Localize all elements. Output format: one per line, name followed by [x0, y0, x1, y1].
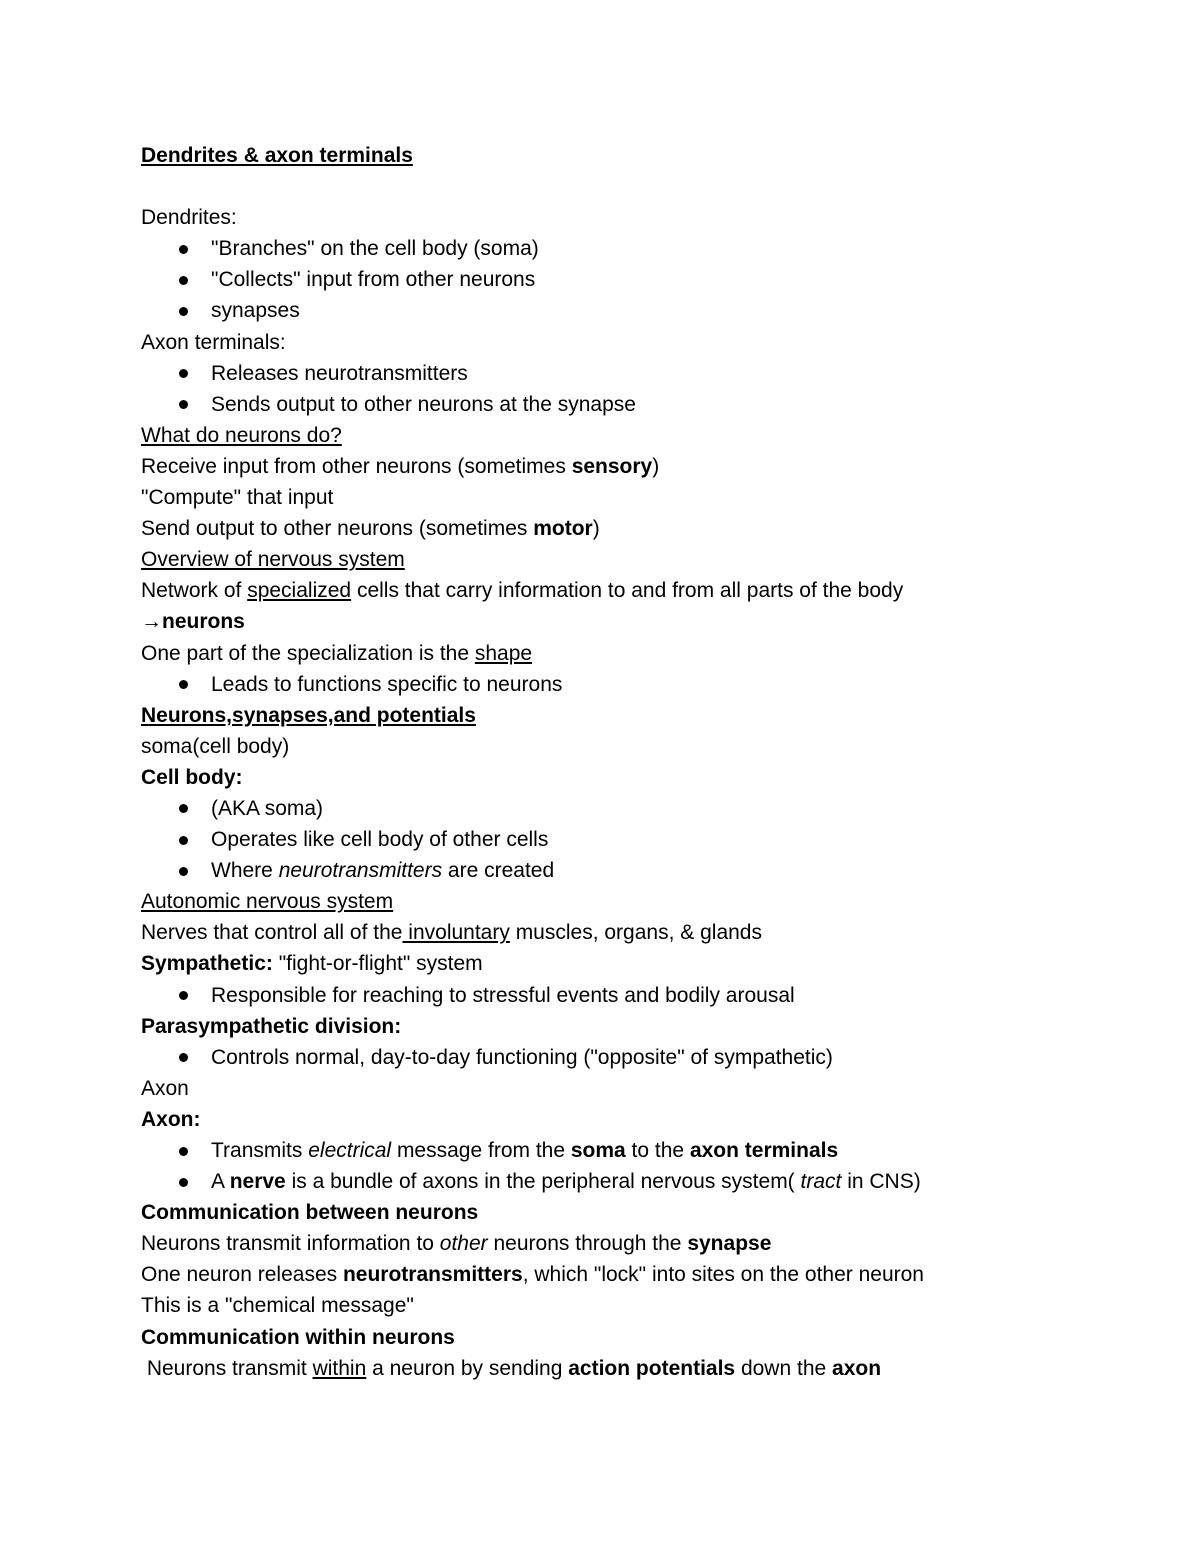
- bold-term: nerve: [229, 1170, 286, 1194]
- text-run: ): [592, 517, 600, 541]
- section-heading-what-neurons-do: What do neurons do?: [141, 423, 342, 447]
- right-arrow-icon: →: [141, 610, 162, 634]
- nerves-line: [141, 917, 1141, 948]
- list-item: [141, 233, 1141, 264]
- section-heading-comm-between: Communication between neurons: [141, 1201, 479, 1225]
- text-run: Receive input from other neurons (sometimes: [141, 454, 572, 478]
- italic-term: electrical: [308, 1139, 392, 1162]
- bold-term: action potentials: [568, 1356, 736, 1380]
- shape-line: [141, 638, 1141, 669]
- text-run: neurons through the: [487, 1232, 688, 1256]
- bullet-icon: [179, 400, 188, 409]
- list-item-text: synapses: [211, 299, 300, 323]
- transmit-line: [141, 1228, 1141, 1259]
- list-item: [141, 389, 1141, 420]
- text-run: ): [652, 454, 660, 478]
- bold-term: neurotransmitters: [342, 1263, 523, 1287]
- underlined-term: shape: [474, 641, 533, 665]
- section-heading-overview: Overview of nervous system: [141, 548, 405, 572]
- list-item: [141, 358, 1141, 389]
- bullet-icon: [179, 307, 188, 316]
- bullet-icon: [179, 836, 188, 845]
- releases-line: [141, 1259, 1141, 1290]
- list-item-text: Leads to functions specific to neurons: [211, 672, 563, 696]
- network-line: [141, 575, 1141, 606]
- dendrites-label: Dendrites:: [141, 206, 237, 230]
- text-run: Transmits: [211, 1139, 309, 1162]
- list-item-text: "Collects" input from other neurons: [211, 268, 536, 292]
- list-item-text: Sends output to other neurons at the synapse: [211, 392, 636, 416]
- list-item: [141, 295, 1141, 326]
- text-run: in CNS): [841, 1170, 921, 1194]
- within-transmit-line: [141, 1353, 1141, 1384]
- compute-line: "Compute" that input: [141, 486, 334, 510]
- bold-term: sensory: [571, 454, 653, 478]
- list-item-text: (AKA soma): [211, 796, 324, 820]
- text-run: Neurons transmit: [141, 1356, 313, 1380]
- neurons-arrow-line: [141, 606, 1141, 637]
- list-item: [141, 1166, 1141, 1197]
- text-run: One neuron releases: [141, 1263, 343, 1287]
- italic-term: other: [439, 1232, 488, 1256]
- text-run: muscles, organs, & glands: [509, 921, 762, 945]
- bold-term: synapse: [687, 1232, 772, 1256]
- bold-term: Sympathetic:: [141, 952, 273, 976]
- bold-term: axon terminals: [689, 1139, 839, 1162]
- list-item: [141, 855, 1141, 886]
- section-heading-comm-within: Communication within neurons: [141, 1325, 455, 1349]
- bold-term: neurons: [162, 610, 245, 634]
- bullet-icon: [179, 276, 188, 285]
- bullet-icon: [179, 1053, 188, 1062]
- text-run: Neurons transmit information to: [141, 1232, 440, 1256]
- axon-label: Axon:: [141, 1107, 201, 1131]
- text-run: One part of the specialization is the: [141, 641, 475, 665]
- text-run: "fight-or-flight" system: [272, 952, 483, 976]
- list-item-text: Controls normal, day-to-day functioning ("opposite" of sympathetic): [211, 1045, 833, 1069]
- text-run: , which "lock" into sites on the other neuron: [522, 1263, 924, 1287]
- bullet-icon: [179, 1147, 188, 1156]
- list-item-text: Releases neurotransmitters: [211, 361, 468, 385]
- blank-line: [141, 171, 1141, 202]
- document-body: [141, 140, 1141, 1384]
- bullet-icon: [179, 991, 188, 1000]
- list-item: [141, 1135, 1141, 1166]
- axon-terminals-label: Axon terminals:: [141, 330, 286, 354]
- text-run: Send output to other neurons (sometimes: [141, 517, 534, 541]
- text-run: to the: [625, 1139, 690, 1162]
- bullet-icon: [179, 867, 188, 876]
- cell-body-label: Cell body:: [141, 765, 243, 789]
- soma-line: soma(cell body): [141, 734, 290, 758]
- bullet-icon: [179, 245, 188, 254]
- text-run: Network of: [141, 579, 248, 603]
- italic-term: tract: [800, 1170, 842, 1194]
- list-item: [141, 264, 1141, 295]
- text-run: is a bundle of axons in the peripheral nervous system(: [285, 1170, 801, 1194]
- text-run: cells that carry information to and from all parts of the body: [351, 579, 904, 603]
- bold-term: axon: [832, 1356, 882, 1380]
- section-heading-autonomic: Autonomic nervous system: [141, 890, 394, 914]
- page-title: Dendrites & axon terminals: [141, 144, 413, 167]
- text-run: Nerves that control all of the: [141, 921, 403, 945]
- axon-heading: Axon: [141, 1076, 189, 1100]
- text-run: Where: [211, 859, 279, 883]
- bold-term: motor: [533, 517, 593, 541]
- send-output-line: [141, 513, 1141, 544]
- text-run: a neuron by sending: [366, 1356, 569, 1380]
- list-item: [141, 669, 1141, 700]
- text-run: message from the: [391, 1139, 571, 1162]
- text-run: are created: [442, 859, 555, 883]
- parasympathetic-label: Parasympathetic division:: [141, 1014, 402, 1038]
- bullet-icon: [179, 369, 188, 378]
- text-run: down the: [735, 1356, 833, 1380]
- underlined-term: within: [312, 1356, 367, 1380]
- section-heading-neurons-synapses: Neurons,synapses,and potentials: [141, 703, 476, 727]
- list-item-text: Responsible for reaching to stressful events and bodily arousal: [211, 983, 795, 1007]
- bold-term: soma: [570, 1139, 626, 1162]
- list-item: [141, 824, 1141, 855]
- underlined-term: involuntary: [402, 921, 510, 945]
- italic-term: neurotransmitters: [278, 859, 443, 883]
- list-item-text: Operates like cell body of other cells: [211, 828, 549, 852]
- bullet-icon: [179, 1178, 188, 1187]
- list-item: [141, 980, 1141, 1011]
- list-item: [141, 793, 1141, 824]
- bullet-icon: [179, 804, 188, 813]
- chemical-message-line: This is a "chemical message": [141, 1294, 414, 1318]
- underlined-term: specialized: [247, 579, 352, 603]
- sympathetic-line: [141, 948, 1141, 979]
- bullet-icon: [179, 680, 188, 689]
- receive-input-line: [141, 451, 1141, 482]
- text-run: A: [211, 1170, 230, 1194]
- list-item: [141, 1042, 1141, 1073]
- list-item-text: "Branches" on the cell body (soma): [211, 237, 539, 261]
